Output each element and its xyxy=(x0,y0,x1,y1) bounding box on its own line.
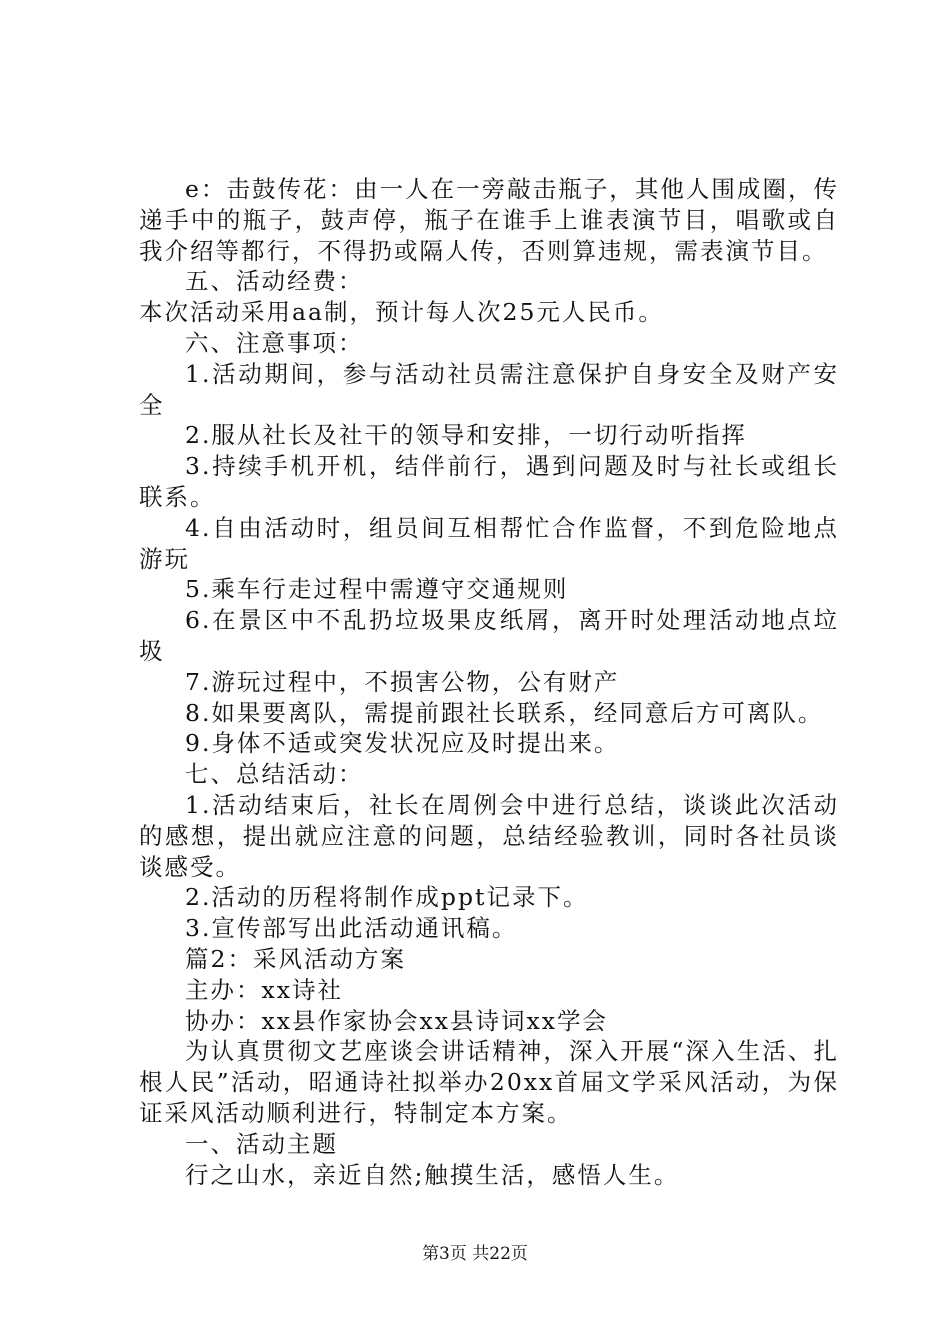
paragraph: 篇2：采风活动方案 xyxy=(185,944,406,973)
paragraph: 一、活动主题 xyxy=(185,1129,338,1158)
paragraph: 9.身体不适或突发状况应及时提出来。 xyxy=(185,729,620,758)
paragraph: 七、总结活动： xyxy=(185,760,364,789)
paragraph: 3.持续手机开机，结伴前行，遇到问题及时与社长或组长联系。 xyxy=(139,452,839,511)
document-body xyxy=(139,174,839,1190)
paragraph: 1.活动结束后，社长在周例会中进行总结，谈谈此次活动的感想，提出就应注意的问题，总结经验教训，同时各社员谈谈感受。 xyxy=(139,790,839,881)
paragraph: 协办：xx县作家协会xx县诗词xx学会 xyxy=(185,1006,609,1035)
paragraph: 六、注意事项： xyxy=(185,328,364,357)
paragraph: 行之山水，亲近自然;触摸生活，感悟人生。 xyxy=(185,1160,680,1189)
paragraph: 2.活动的历程将制作成ppt记录下。 xyxy=(185,883,589,912)
paragraph: 8.如果要离队，需提前跟社长联系，经同意后方可离队。 xyxy=(185,698,824,727)
paragraph: 五、活动经费： xyxy=(185,267,364,296)
paragraph: 2.服从社长及社干的领导和安排，一切行动听指挥 xyxy=(185,421,747,450)
paragraph: 5.乘车行走过程中需遵守交通规则 xyxy=(185,575,569,604)
paragraph: 1.活动期间，参与活动社员需注意保护自身安全及财产安全 xyxy=(139,359,839,419)
paragraph: 7.游玩过程中，不损害公物，公有财产 xyxy=(185,667,620,696)
paragraph: 为认真贯彻文艺座谈会讲话精神，深入开展“深入生活、扎根人民”活动，昭通诗社拟举办20xx首届文学采风活动，为保证采风活动顺利进行，特制定本方案。 xyxy=(139,1037,839,1127)
paragraph: 本次活动采用aa制，预计每人次25元人民币。 xyxy=(139,298,664,327)
paragraph: 主办：xx诗社 xyxy=(185,975,344,1004)
paragraph: 6.在景区中不乱扔垃圾果皮纸屑，离开时处理活动地点垃圾 xyxy=(139,606,839,665)
paragraph: e：击鼓传花：由一人在一旁敲击瓶子，其他人围成圈，传递手中的瓶子，鼓声停，瓶子在谁手上谁表演节目，唱歌或自我介绍等都行，不得扔或隔人传，否则算违规，需表演节目。 xyxy=(139,175,839,265)
paragraph: 4.自由活动时，组员间互相帮忙合作监督，不到危险地点游玩 xyxy=(139,513,839,573)
page-footer: 第3页 共22页 xyxy=(422,1244,528,1264)
paragraph: 3.宣传部写出此活动通讯稿。 xyxy=(185,914,518,943)
